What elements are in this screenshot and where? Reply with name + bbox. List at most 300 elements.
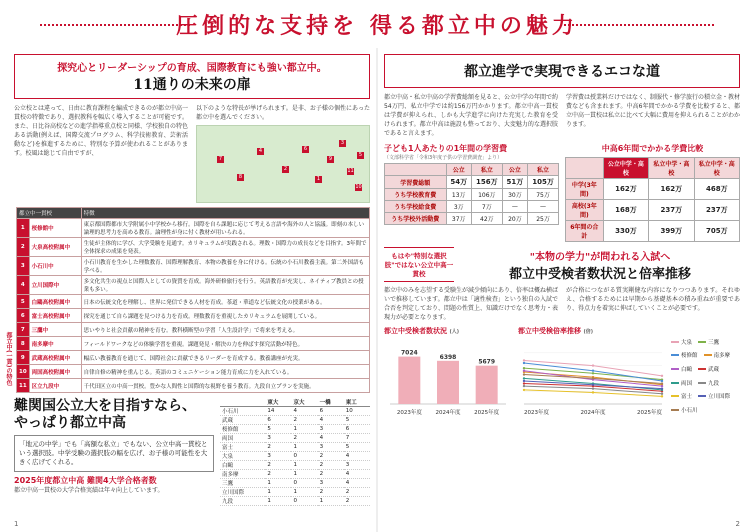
school-name: 大泉高校附属中 (29, 238, 81, 257)
fee-cell: 37万 (446, 213, 471, 225)
six-title: 中高6年間でかかる学費比較 (601, 144, 704, 153)
bar-chart (384, 336, 512, 416)
legend-item (671, 377, 692, 389)
fee-head-cell: 私立 (528, 164, 559, 176)
results-cell: 大泉 (220, 452, 265, 461)
legend-item (671, 391, 692, 403)
results-header (220, 398, 370, 407)
line-point (661, 375, 663, 377)
legend-label: 立川国際 (708, 394, 731, 401)
line-x-label: 2025年度 (637, 410, 662, 416)
fee-cell: 25万 (528, 213, 559, 225)
left-bottom-col (14, 398, 214, 506)
fee-head-cell: 公立 (446, 164, 471, 176)
legend-item (671, 404, 698, 416)
bar-category-label: 2023年度 (396, 410, 422, 416)
six-cell: 705万 (694, 221, 739, 242)
legend-swatch (671, 368, 679, 370)
six-head-cell: 私立中学・高校 (649, 158, 694, 179)
school-row (17, 257, 370, 276)
legend-swatch (671, 341, 679, 343)
results-cell: 2 (318, 461, 344, 470)
map-pin: 11 (347, 168, 354, 174)
legend-label: 大泉 (681, 339, 693, 346)
intro-right-column (196, 104, 370, 203)
results-cell: 立川国際 (220, 488, 265, 497)
six-cell: 中学(3年間) (566, 179, 604, 200)
results-cell: 小石川 (220, 407, 265, 416)
results-cell: 3 (265, 452, 291, 461)
legend-item (704, 350, 731, 362)
fee-row (385, 176, 559, 189)
legend-swatch (671, 382, 679, 384)
results-row (220, 434, 370, 443)
page-number-right: 2 (735, 520, 740, 528)
school-number: 7 (17, 323, 30, 337)
school-row (17, 276, 370, 295)
line-note: (倍) (583, 329, 594, 335)
results-cell: 4 (318, 416, 344, 425)
results-row (220, 443, 370, 452)
intro-columns (14, 104, 370, 203)
results-row (220, 479, 370, 488)
results-cell: 2 (265, 461, 291, 470)
results-cell: 南多摩 (220, 470, 265, 479)
six-row (566, 179, 740, 200)
legend-label: 武蔵 (708, 367, 720, 374)
legend-swatch (671, 395, 679, 397)
results-cell: 3 (318, 425, 344, 434)
results-cell: 2 (318, 452, 344, 461)
fee-cell: うち学校教育費 (385, 189, 447, 201)
line-chart-body (518, 336, 740, 416)
fee-cell: 54万 (446, 176, 471, 189)
school-name: 立川国際中 (29, 276, 81, 295)
legend-swatch (671, 354, 679, 356)
school-name: 三鷹中 (29, 323, 81, 337)
fee-cell: うち学校外活動費 (385, 213, 447, 225)
school-row (17, 295, 370, 309)
legend-item (698, 336, 719, 348)
fee-cell: 51万 (502, 176, 527, 189)
map-pin: 7 (218, 156, 223, 162)
school-name: 南多摩中 (29, 337, 81, 351)
map-pin: 9 (328, 156, 333, 162)
intro-box (14, 54, 370, 99)
results-cell: 2 (265, 470, 291, 479)
results-table (220, 398, 370, 506)
mid-paras (384, 286, 740, 322)
mid-para-left: 都立中のみを志望する受験生が減少傾向にあり、倍率は概ね横ばいで推移しています。都立中は「適性検査」という独自の入試で合否を判定しており、問題の性質上、知識だけでなく思考力・表現力が必要となります。 (384, 287, 559, 321)
fee-cell: 42万 (471, 213, 502, 225)
school-row (17, 323, 370, 337)
fee-cell: 7万 (471, 201, 502, 213)
fee-row (385, 189, 559, 201)
fee-cell: 105万 (528, 176, 559, 189)
school-feature: 小石川教育を生かした理数教育、国際理解教育、本物の教養を身に付ける。伝統の小石川教養主義。第二外国語も学べる。 (81, 257, 369, 276)
school-row (17, 379, 370, 393)
results-cell: 九段 (220, 497, 265, 506)
line-chart-wrap (518, 326, 740, 420)
results-cell: 1 (318, 497, 344, 506)
results-cell: 1 (265, 497, 291, 506)
bar-value-label: 6398 (439, 353, 457, 361)
map-pin: 2 (283, 166, 288, 172)
six-cell: 330万 (603, 221, 648, 242)
six-cell: 高校(3年間) (566, 200, 604, 221)
results-cell: 1 (291, 470, 317, 479)
results-cell: 2 (344, 497, 370, 506)
school-row (17, 309, 370, 323)
six-row (566, 221, 740, 242)
results-cell: 7 (344, 434, 370, 443)
charts-row (384, 326, 740, 420)
results-cell: 2 (291, 416, 317, 425)
school-feature: 探究を通じて自ら課題を見つける力を育成。理数教育を重視したカリキュラムを展開している。 (81, 309, 369, 323)
results-cell: 白鷗 (220, 461, 265, 470)
legend-swatch (698, 368, 706, 370)
results-cell: 4 (344, 452, 370, 461)
legend-label: 白鷗 (681, 367, 693, 374)
six-cell: 168万 (603, 200, 648, 221)
legend-label: 富士 (681, 394, 693, 401)
mid-title: 都立中受検者数状況と倍率推移 (508, 266, 691, 282)
six-cell: 399万 (649, 221, 694, 242)
line-point (523, 385, 525, 387)
six-cell: 237万 (694, 200, 739, 221)
fee-row (385, 201, 559, 213)
fee-table (384, 163, 559, 225)
fee-head-cell: 私立 (471, 164, 502, 176)
intro-paragraph-right: 以下のような特長が挙げられます。是非、お子様の個性にあった都立中を選んでください。 (196, 105, 370, 121)
legend-item (698, 363, 719, 375)
results-cell: 6 (265, 416, 291, 425)
mid-heading (460, 248, 740, 282)
legend-label: 南多摩 (713, 353, 731, 360)
school-name: 富士高校附属中 (29, 309, 81, 323)
school-name: 白鷗高校附属中 (29, 295, 81, 309)
six-header (566, 158, 740, 179)
legend-item (698, 377, 719, 389)
results-row (220, 461, 370, 470)
line-point (523, 367, 525, 369)
bar (398, 357, 420, 404)
line-point (523, 389, 525, 391)
school-number: 9 (17, 351, 30, 365)
line-point (523, 370, 525, 372)
line-chart-title (518, 326, 740, 336)
mid-note: もはや"特別な選択肢"ではない公立中高一貫校 (384, 247, 454, 282)
bar-category-label: 2024年度 (435, 410, 461, 416)
map-pin: 3 (340, 140, 345, 146)
page-number-left: 1 (14, 520, 19, 528)
right-para-right: 学習費は授業料だけではなく、制服代・修学旅行の積立金・教材費なども含まれます。中高6年間でかかる学費を比較すると、都立中高一貫校は私立に比べて大幅に費用を抑えられることがわかります。 (566, 94, 741, 128)
legend-item (671, 363, 692, 375)
school-number: 10 (17, 365, 30, 379)
fee-cell: 学習費総額 (385, 176, 447, 189)
six-col (565, 143, 740, 242)
right-para-left: 都立中高・私立中高の学習費総額を見ると、公立中学の年間で約54万円、私立中学では約156万円かかります。都立中高一貫校は学費が抑えられ、しかも大学進学に向けた充実した教育を受けられます。都立中高は施設も整っており、大変魅力的な選択肢であると言えます。 (384, 94, 559, 137)
results-row (220, 497, 370, 506)
school-feature: 幅広い教養教育を通じて、国際社会に貢献できるリーダーを育成する。教養講座が充実。 (81, 351, 369, 365)
hero-heading (14, 398, 214, 432)
fee-section (384, 143, 740, 242)
legend-swatch (698, 395, 706, 397)
map-pin: 10 (355, 184, 362, 190)
fee-cell: — (528, 201, 559, 213)
line-point (661, 387, 663, 389)
results-cell: 2 (318, 488, 344, 497)
school-number: 8 (17, 337, 30, 351)
line-title-text: 都立中受検倍率推移 (518, 327, 581, 335)
school-number: 11 (17, 379, 30, 393)
line-point (661, 393, 663, 395)
fee-cell: 20万 (502, 213, 527, 225)
map-pin: 1 (316, 176, 321, 182)
intro-title: 11通りの未来の扉 (133, 77, 251, 93)
results-cell: 1 (291, 443, 317, 452)
school-header-feature: 特徴 (81, 208, 369, 219)
fee-cell: 156万 (471, 176, 502, 189)
school-row (17, 219, 370, 238)
line-point (661, 385, 663, 387)
side-label: 都立中(一貫)の特色 (5, 332, 12, 386)
school-feature: 生徒が主体的に学び、大学受験を見通す。カリキュラムが実践される。理数・国際力の成長などを目指す。3年間で全体探求の成果を発表。 (81, 238, 369, 257)
school-feature: 東京都国際都市大学附属小中学校から移行。国際を自ら課題に応じて考える言語や海外の人と協議。即刻の本しい論理的思考力を高める教育。論理性が身に付く教材が用いられる。 (81, 219, 369, 238)
six-table (565, 157, 740, 242)
map-pin: 5 (358, 152, 363, 158)
line-point (523, 380, 525, 382)
line-point (523, 377, 525, 379)
school-name: 桜修館中 (29, 219, 81, 238)
results-cell: 5 (344, 443, 370, 452)
line-point (592, 384, 594, 386)
results-cell: 武蔵 (220, 416, 265, 425)
fee-head-cell (385, 164, 447, 176)
results-row (220, 470, 370, 479)
results-row (220, 452, 370, 461)
fee-header (385, 164, 559, 176)
six-cell: 468万 (694, 179, 739, 200)
legend-swatch (704, 354, 712, 356)
line-point (523, 373, 525, 375)
fee-cell: 75万 (528, 189, 559, 201)
legend-item (671, 336, 692, 348)
line-point (592, 372, 594, 374)
line-point (523, 359, 525, 361)
results-head-cell: 東大 (265, 398, 291, 407)
school-row (17, 238, 370, 257)
legend-item (698, 391, 730, 403)
bar-value-label: 7024 (400, 349, 418, 357)
results-cell: 3 (318, 443, 344, 452)
results-head-cell (220, 398, 265, 407)
results-cell: 三鷹 (220, 479, 265, 488)
results-cell: 1 (265, 479, 291, 488)
line-point (592, 370, 594, 372)
six-head-cell: 公立中学・高校 (603, 158, 648, 179)
school-feature: 思いやりと社会貢献の精神を育む。教科横断型の学習「人生設計学」で将来を考える。 (81, 323, 369, 337)
legend-item (671, 350, 698, 362)
line-point (523, 362, 525, 364)
six-cell: 237万 (649, 200, 694, 221)
hero-line-1: 難関国公立大を目指すなら、 (14, 398, 196, 414)
results-cell: 2 (291, 434, 317, 443)
results-cell: 1 (291, 461, 317, 470)
fee-cell: 3万 (446, 201, 471, 213)
line-point (592, 364, 594, 366)
line-point (592, 391, 594, 393)
header-rule-right (564, 24, 714, 26)
results-col (220, 398, 370, 506)
map-pin: 4 (258, 148, 263, 154)
results-cell: 5 (344, 416, 370, 425)
mid-red: "本物の学力"が問われる入試へ (529, 251, 671, 263)
school-number: 4 (17, 276, 30, 295)
results-cell: 10 (344, 407, 370, 416)
map-pin: 6 (303, 146, 308, 152)
legend-label: 三鷹 (708, 339, 720, 346)
bar-value-label: 5679 (478, 358, 496, 366)
results-cell: 6 (318, 407, 344, 416)
school-table-wrap (5, 207, 370, 393)
school-row (17, 365, 370, 379)
line-point (661, 395, 663, 397)
legend-swatch (698, 382, 706, 384)
results-cell: 3 (318, 479, 344, 488)
six-head-cell: 私立中学・高校 (694, 158, 739, 179)
results-cell: 4 (344, 479, 370, 488)
right-page (384, 54, 740, 524)
line-point (592, 387, 594, 389)
school-row (17, 351, 370, 365)
left-page (5, 54, 370, 524)
results-cell: 2 (344, 488, 370, 497)
results-cell: 2 (318, 470, 344, 479)
line-point (523, 382, 525, 384)
results-cell: 4 (344, 470, 370, 479)
legend-label: 桜修館 (681, 353, 698, 360)
legend-label: 小石川 (681, 408, 698, 415)
school-table (16, 207, 370, 393)
right-intro (384, 93, 740, 138)
fee-cell: 106万 (471, 189, 502, 201)
bar (476, 366, 498, 404)
school-name: 両国高校附属中 (29, 365, 81, 379)
results-cell: 1 (265, 488, 291, 497)
school-number: 1 (17, 219, 30, 238)
results-head-cell: 東工 (344, 398, 370, 407)
line-x-label: 2023年度 (524, 410, 549, 416)
school-feature: 千代田区立の中高一貫校。豊かな人間性と国際的な視野を養う教育。九段自立プランを実施。 (81, 379, 369, 393)
results-cell: 2 (265, 443, 291, 452)
fee-head-cell: 公立 (502, 164, 527, 176)
quote-box: 「地元の中学」でも「高額な私立」でもない、公立中高一貫校という選択肢。中学受験の選択肢の幅を広げ、お子様の可能性を大きく広げてくれる。 (14, 435, 214, 472)
bar-note: (人) (449, 329, 460, 335)
hero-line-2: やっぱり都立中高 (14, 415, 126, 431)
school-feature: フィールドワークなどの体験学習を重視。課題発見・解決の力を伸ばす探究活動が特色。 (81, 337, 369, 351)
line-x-label: 2024年度 (580, 410, 606, 416)
fee-title: 子ども1人あたりの1年間の学習費 (384, 144, 508, 153)
fee-cell: 30万 (502, 189, 527, 201)
school-table-header (17, 208, 370, 219)
school-header-name: 都立中一貫校 (17, 208, 82, 219)
line-legend (671, 336, 731, 416)
results-cell: 桜修館 (220, 425, 265, 434)
fee-col (384, 143, 559, 242)
six-row (566, 200, 740, 221)
map-pin: 8 (238, 174, 243, 180)
school-number: 5 (17, 295, 30, 309)
results-cell: 0 (291, 452, 317, 461)
results-cell: 3 (344, 461, 370, 470)
results-row (220, 416, 370, 425)
results-cell: 14 (265, 407, 291, 416)
results-title: 2025年度都立中高 難関4大学合格者数 (14, 476, 157, 485)
results-head-cell: 一橋 (318, 398, 344, 407)
results-cell: 1 (291, 425, 317, 434)
bar-chart-wrap (384, 326, 512, 420)
six-head-cell (566, 158, 604, 179)
fee-note: （文部科学省「令和3年度子供の学習費調査」より） (384, 155, 503, 161)
mid-para-right: が合格につながる質実剛健な内容になりつつあります。それゆえ、合格するためには早期から基礎基本の積み重ねが重要であり、得点力を着実に伸ばしていくことが必要です。 (566, 287, 740, 312)
school-feature: 日本の伝統文化を理解し、世界に発信できる人材を育成。茶道・華道など伝統文化の授業がある。 (81, 295, 369, 309)
header-rule-left (40, 24, 190, 26)
results-head-cell: 京大 (291, 398, 317, 407)
legend-label: 両国 (681, 380, 693, 387)
school-number: 3 (17, 257, 30, 276)
intro-paragraph-left: 公立校とは違って、日由に教育課程を編成できるのが都立中高一貫校の特徴であり、選択教科を幅広く導入することが可能です。また、日比谷高校などの進学指導重点校と同様、学校独自の特色ある活動(例えば、国際交流プログラム、科学技術教育、芸術活動など)を推進するために、特別な予算が使われることがあります。校風は総じて自由ですが、 (14, 105, 189, 157)
line-point (592, 377, 594, 379)
tokyo-map (196, 125, 370, 203)
results-note: 都立中高一貫校の大学合格実績は年々向上しています。 (14, 487, 164, 494)
bar-category-label: 2025年度 (474, 410, 500, 416)
page-header (0, 0, 754, 48)
fee-cell: うち学校給食費 (385, 201, 447, 213)
results-cell: 4 (318, 434, 344, 443)
page-fold (376, 48, 378, 532)
mid-block (384, 247, 740, 282)
six-cell: 162万 (603, 179, 648, 200)
fee-cell: 13万 (446, 189, 471, 201)
school-feature: 多文化共生の視点と国際人としての資質を育成。海外研修旅行を行う。英語教育が充実し、ネイティブ教員との授業も多い。 (81, 276, 369, 295)
right-title-box (384, 54, 740, 88)
results-cell: 1 (291, 488, 317, 497)
school-name: 小石川中 (29, 257, 81, 276)
line-chart (518, 336, 668, 416)
school-number: 6 (17, 309, 30, 323)
results-row (220, 488, 370, 497)
intro-subtitle: 探究心とリーダーシップの育成、国際教育にも強い都立中。 (57, 63, 327, 74)
line-point (661, 380, 663, 382)
bar-chart-title (384, 326, 512, 336)
six-cell: 162万 (649, 179, 694, 200)
legend-swatch (671, 409, 679, 411)
school-number: 2 (17, 238, 30, 257)
legend-swatch (698, 341, 706, 343)
results-cell: 4 (291, 407, 317, 416)
school-name: 武蔵高校附属中 (29, 351, 81, 365)
left-bottom (14, 398, 370, 506)
results-cell: 0 (291, 497, 317, 506)
results-cell: 富士 (220, 443, 265, 452)
results-row (220, 407, 370, 416)
results-cell: 0 (291, 479, 317, 488)
legend-label: 九段 (708, 380, 720, 387)
results-cell: 6 (344, 425, 370, 434)
page-title: 圧倒的な支持を 得る都立中の魅力 (176, 12, 578, 39)
results-cell: 3 (265, 434, 291, 443)
